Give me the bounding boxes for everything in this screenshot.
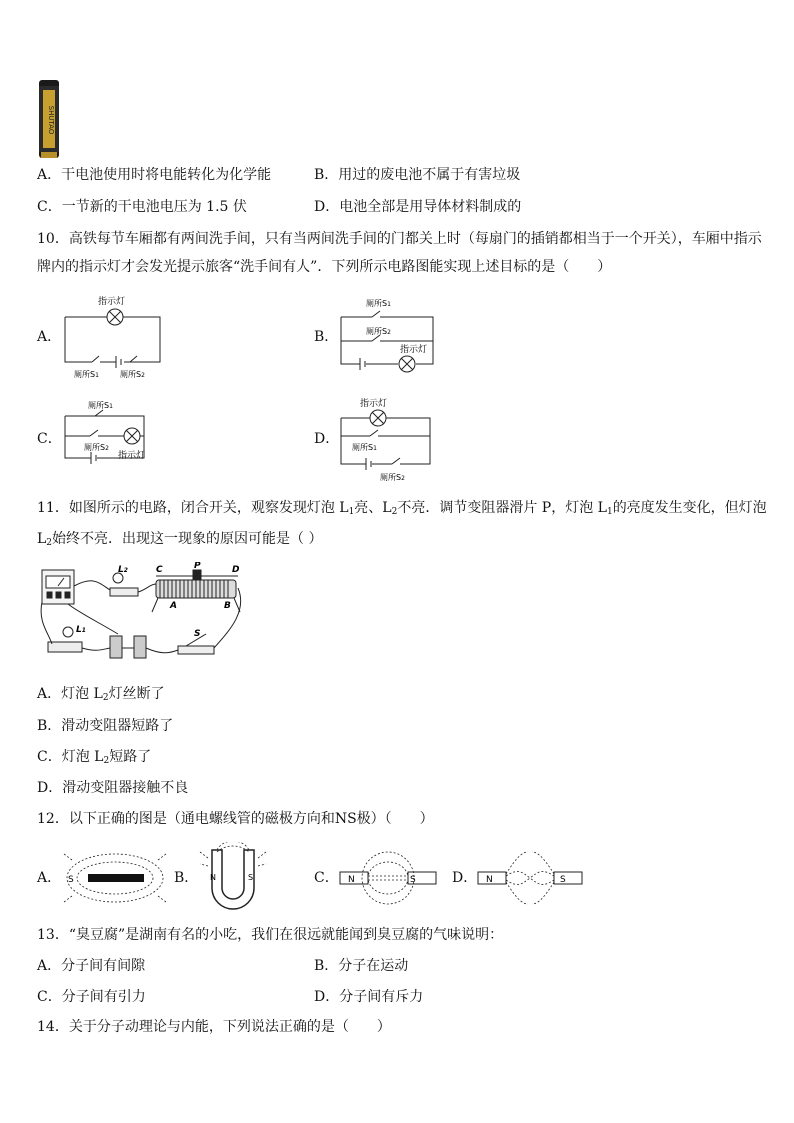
q12-option-d-label[interactable]: D． [452, 870, 478, 886]
q13-option-d[interactable]: D．分子间有斥力 [314, 989, 424, 1005]
q10-circuit-d[interactable] [338, 396, 438, 482]
q12-stem: 12．以下正确的图是（通电螺线管的磁极方向和NS极）（ ） [37, 811, 434, 827]
q10-option-a-label[interactable]: A． [37, 329, 62, 345]
fig-label-c: C [156, 565, 163, 575]
pole-s: S [560, 875, 566, 885]
q10-circuit-c[interactable] [60, 398, 170, 466]
s2-label: 厕所S2 [120, 370, 145, 379]
q11-option-a[interactable]: A．灯泡 $L_2$灯丝断了 [37, 686, 165, 703]
q9-option-c[interactable]: C．一节新的干电池电压为 1.5 伏 [37, 199, 247, 215]
fig-label-l2: L2 [118, 565, 128, 575]
q11-circuit-figure [38, 562, 248, 672]
s1-label: 厕所S1 [74, 370, 99, 379]
q13-option-c[interactable]: C．分子间有引力 [37, 989, 146, 1005]
s2-label: 厕所S2 [366, 327, 391, 336]
q11-stem-line1: 11．如图所示的电路，闭合开关，观察发现灯泡 $L_1$亮、$L_2$不亮．调节变阻器滑片 P，灯泡 $L_1$的亮度发生变化，但灯泡 [37, 500, 767, 517]
q13-option-a[interactable]: A．分子间有间隙 [37, 958, 146, 974]
q9-option-d[interactable]: D．电池全部是用导体材料制成的 [314, 199, 522, 215]
fig-label-b: B [224, 601, 231, 611]
fig-label-d: D [232, 565, 240, 575]
q12-option-a-label[interactable]: A． [37, 870, 62, 886]
q10-stem-line2: 牌内的指示灯才会发光提示旅客“洗手间有人”．下列所示电路图能实现上述目标的是（ ） [37, 259, 612, 275]
q9-option-b[interactable]: B．用过的废电池不属于有害垃圾 [314, 167, 521, 183]
battery-image [36, 80, 62, 160]
fig-label-l1: L1 [76, 625, 86, 635]
q10-option-b-label[interactable]: B． [314, 329, 339, 345]
s2-label: 厕所S2 [84, 443, 109, 452]
bar-magnet [88, 874, 144, 882]
battery-brand: SHUTAO [47, 105, 55, 135]
s1-label: 厕所S1 [366, 299, 391, 308]
q12-figure-a[interactable] [60, 850, 170, 906]
q10-circuit-b[interactable] [338, 296, 438, 378]
pole-s: S [248, 873, 254, 882]
q14-stem: 14．关于分子动理论与内能，下列说法正确的是（ ） [37, 1019, 391, 1035]
q12-option-c-label[interactable]: C． [314, 870, 339, 886]
fig-label-s: S [194, 629, 201, 639]
s1-label: 厕所S1 [88, 401, 113, 410]
q10-stem-line1: 10．高铁每节车厢都有两间洗手间，只有当两间洗手间的门都关上时（每扇门的插销都相当于一个开关），车厢中指示 [37, 231, 762, 247]
lamp-label: 指示灯 [360, 399, 388, 409]
q12-figure-c[interactable] [338, 848, 438, 908]
q11-option-c[interactable]: C．灯泡 $L_2$短路了 [37, 749, 152, 766]
q13-stem: 13．“臭豆腐”是湖南有名的小吃，我们在很远就能闻到臭豆腐的气味说明： [37, 927, 504, 943]
q10-option-d-label[interactable]: D． [314, 431, 340, 447]
pole-n: N [486, 875, 493, 885]
q11-stem-line2: $L_2$始终不亮．出现这一现象的原因可能是（ ） [37, 531, 323, 548]
q11-option-b[interactable]: B．滑动变阻器短路了 [37, 718, 174, 734]
q10-circuit-a[interactable] [60, 292, 170, 384]
lamp-label: 指示灯 [98, 297, 126, 307]
pole-n: N [348, 875, 355, 885]
q11-option-d[interactable]: D．滑动变阻器接触不良 [37, 780, 189, 796]
fig-label-a: A [170, 601, 177, 611]
fig-label-p: P [194, 562, 201, 571]
lamp-label: 指示灯 [118, 451, 146, 461]
lamp-label: 指示灯 [400, 345, 428, 355]
pole-n: N [210, 873, 216, 882]
q12-option-b-label[interactable]: B． [174, 870, 199, 886]
s2-label: 厕所S2 [380, 473, 405, 482]
q13-option-b[interactable]: B．分子在运动 [314, 958, 409, 974]
s1-label: 厕所S1 [352, 443, 377, 452]
pole-s: S [68, 875, 74, 885]
q12-figure-d[interactable] [476, 848, 586, 908]
q12-figure-b[interactable] [198, 842, 268, 912]
pole-s: S [410, 875, 416, 885]
q10-option-c-label[interactable]: C． [37, 431, 62, 447]
q9-option-a[interactable]: A．干电池使用时将电能转化为化学能 [37, 167, 272, 183]
